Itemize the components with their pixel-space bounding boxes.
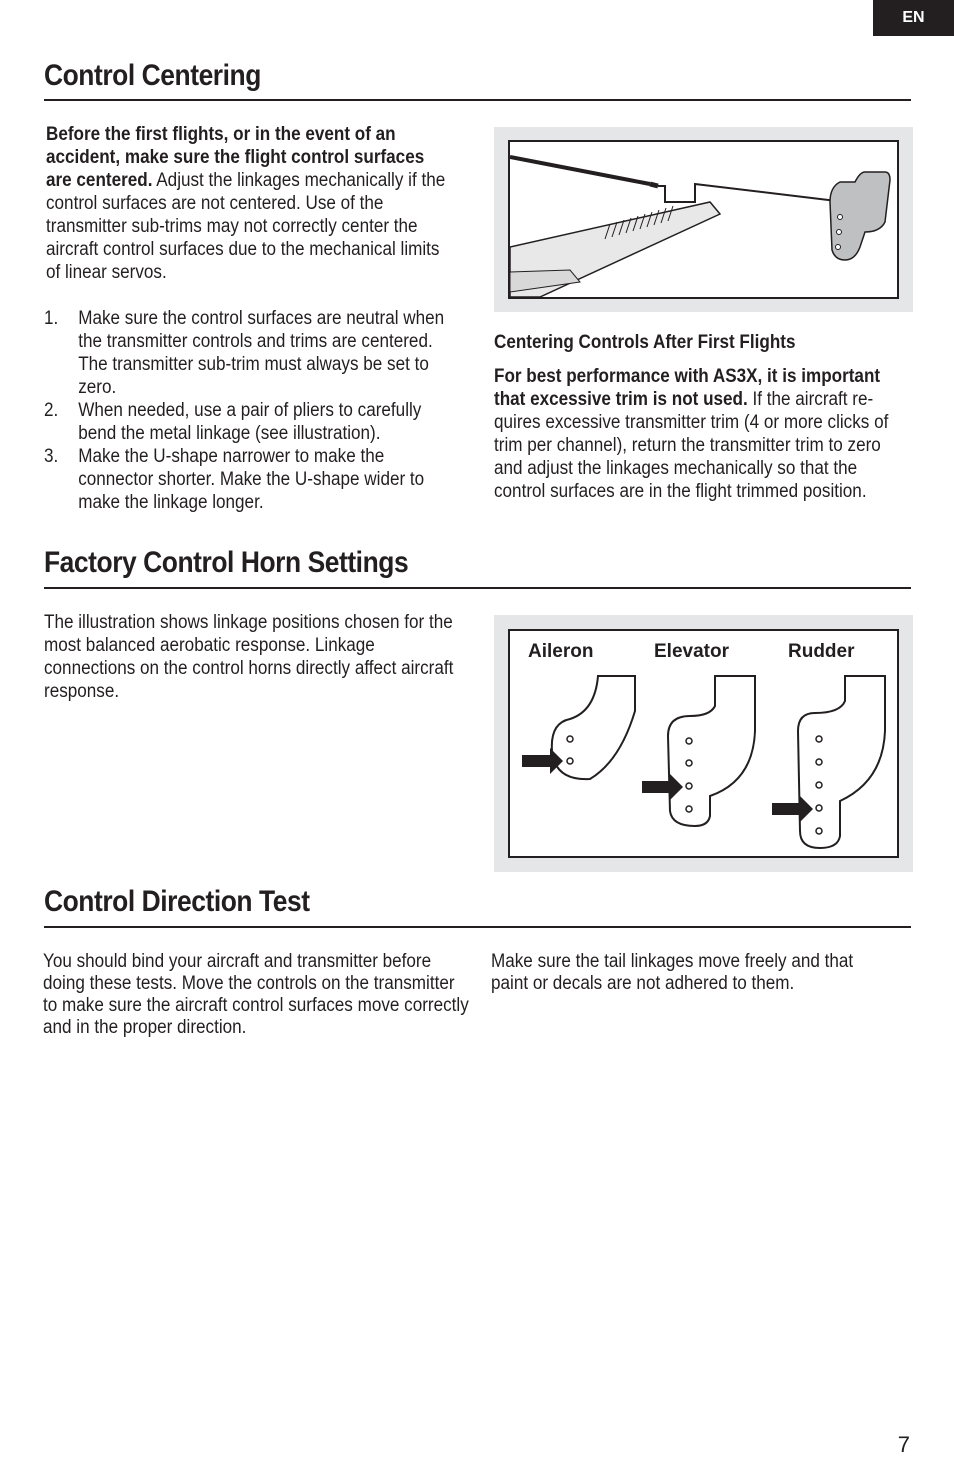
list-item <box>44 399 454 445</box>
centering-steps-list <box>44 307 454 514</box>
control-centering-title: Control Centering <box>44 59 261 92</box>
centering-after-flights-subhead: Centering Controls After First Flights <box>494 332 796 353</box>
aileron-label: Aileron <box>528 641 594 662</box>
control-horn-illustration <box>508 629 899 858</box>
intro-bold-text: Before the first flights, or in the event of an accident, make sure the flight control surfaces are centered. <box>46 124 425 191</box>
after-bold-text: For best performance with AS3X, it is important that excessive trim is not used. <box>494 366 881 410</box>
control-centering-intro <box>46 123 451 284</box>
list-item <box>44 307 454 399</box>
section-divider <box>44 99 911 101</box>
rudder-label: Rudder <box>788 641 855 662</box>
control-horn-drawing <box>510 631 897 856</box>
direction-test-title: Control Direction Test <box>44 885 310 918</box>
list-item <box>44 445 454 514</box>
page-number: 7 <box>897 1432 910 1457</box>
step-text: Make the U-shape narrower to make the connector shorter. Make the U-shape wider to make the linkage longer. <box>78 446 425 513</box>
intro-text: Adjust the linkages mechanically if the control surfaces are not centered. Use of the transmitter sub-trims may not correctly center the aircraft control surfaces due to the mechanical limits of linear servos. <box>46 170 446 283</box>
centering-after-flights-text <box>494 365 908 503</box>
section-divider <box>44 926 911 928</box>
step-number: 3. <box>44 446 59 467</box>
section-divider <box>44 587 911 589</box>
language-tab: EN <box>873 0 954 36</box>
factory-horn-text: The illustration shows linkage positions chosen for the most balanced aerobatic response. Linkage connections on the control horns directly affect aircraft response. <box>44 612 454 702</box>
after-text: If the aircraft re-quires excessive transmitter trim (4 or more clicks of trim per channel), return the transmitter trim to zero and adjust the linkages mechanically so that the control surfaces are in the flight trimmed position. <box>494 389 889 502</box>
linkage-drawing <box>510 142 897 297</box>
direction-test-left-text: You should bind your aircraft and transmitter before doing these tests. Move the controls on the transmitter to make sure the aircraft control surfaces move correctly and in the proper direction. <box>43 951 469 1038</box>
direction-test-right-text: Make sure the tail linkages move freely and that paint or decals are not adhered to them. <box>491 951 854 994</box>
step-number: 2. <box>44 400 59 421</box>
elevator-label: Elevator <box>654 641 729 662</box>
step-text: Make sure the control surfaces are neutral when the transmitter controls and trims are centered. The transmitter sub-trim must always be set to zero. <box>78 308 445 398</box>
factory-horn-title: Factory Control Horn Settings <box>44 546 409 579</box>
step-text: When needed, use a pair of pliers to carefully bend the metal linkage (see illustration). <box>78 400 422 444</box>
step-number: 1. <box>44 308 59 329</box>
linkage-illustration <box>508 140 899 299</box>
linkage-illustration-frame <box>494 127 913 312</box>
